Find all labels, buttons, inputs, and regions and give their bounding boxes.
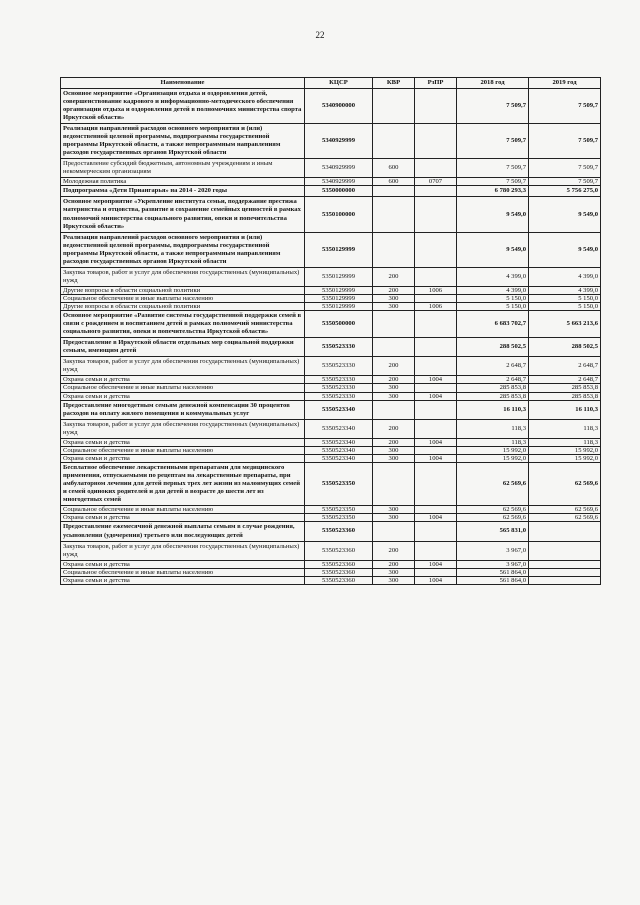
row-value-2018: 6 780 293,3: [457, 186, 529, 197]
row-value-2019: 2 648,7: [529, 357, 601, 376]
table-row: [61, 124, 601, 159]
row-value-2018: 4 399,0: [457, 286, 529, 294]
row-kvr: [373, 463, 415, 506]
row-name: Охрана семьи и детства: [61, 576, 305, 584]
row-value-2019: 5 150,0: [529, 302, 601, 310]
table-row: [61, 506, 601, 514]
row-value-2019: 285 853,8: [529, 392, 601, 400]
row-name: Социальное обеспечение и иные выплаты населению: [61, 446, 305, 454]
row-value-2018: 565 831,0: [457, 522, 529, 541]
row-value-2018: 9 549,0: [457, 197, 529, 232]
row-kvr: 200: [373, 541, 415, 560]
row-name: Социальное обеспечение и иные выплаты населению: [61, 568, 305, 576]
row-kcsr: 5350523360: [305, 560, 373, 568]
row-kvr: 300: [373, 454, 415, 462]
row-rzpr: [415, 159, 457, 178]
row-name: Закупка товаров, работ и услуг для обеспечения государственных (муниципальных) нужд: [61, 541, 305, 560]
row-rzpr: [415, 506, 457, 514]
row-value-2018: 561 864,0: [457, 568, 529, 576]
row-value-2019: 2 648,7: [529, 376, 601, 384]
table-row: [61, 576, 601, 584]
row-kcsr: 5350523360: [305, 568, 373, 576]
row-value-2019: 62 569,6: [529, 463, 601, 506]
table-row: [61, 267, 601, 286]
row-kcsr: 5350523340: [305, 419, 373, 438]
row-value-2019: 9 549,0: [529, 232, 601, 267]
row-kcsr: 5350129999: [305, 232, 373, 267]
row-kvr: 300: [373, 302, 415, 310]
row-name: Другие вопросы в области социальной политики: [61, 286, 305, 294]
column-header-rzpr: РзПР: [415, 78, 457, 89]
row-kcsr: 5350523350: [305, 463, 373, 506]
row-rzpr: [415, 357, 457, 376]
row-name: Социальное обеспечение и иные выплаты населению: [61, 506, 305, 514]
row-rzpr: 1004: [415, 560, 457, 568]
row-value-2019: 15 992,0: [529, 454, 601, 462]
row-kcsr: 5350500000: [305, 311, 373, 338]
table-row: [61, 197, 601, 232]
row-name: Закупка товаров, работ и услуг для обеспечения государственных (муниципальных) нужд: [61, 357, 305, 376]
row-kvr: [373, 232, 415, 267]
row-kcsr: 5350523330: [305, 384, 373, 392]
row-kvr: 300: [373, 294, 415, 302]
row-kcsr: 5350129999: [305, 267, 373, 286]
row-value-2019: 118,3: [529, 419, 601, 438]
row-kvr: 300: [373, 446, 415, 454]
column-header-kcsr: КЦСР: [305, 78, 373, 89]
row-rzpr: [415, 463, 457, 506]
row-name: Предоставление субсидий бюджетным, автономным учреждениям и иным некоммерческим организациям: [61, 159, 305, 178]
row-name: Основное мероприятие «Укрепление института семьи, поддержание престижа материнства и отцовства, развитие и сохранение семейных ценностей в рамках полномочий министерства социального развития, опеки и попечительства Иркутской области»: [61, 197, 305, 232]
row-value-2018: 285 853,8: [457, 384, 529, 392]
row-kcsr: 5350523360: [305, 541, 373, 560]
row-rzpr: 1004: [415, 514, 457, 522]
row-rzpr: 1004: [415, 376, 457, 384]
row-value-2019: 285 853,8: [529, 384, 601, 392]
row-name: Предоставление в Иркутской области отдельных мер социальной поддержки семьям, имеющим детей: [61, 338, 305, 357]
row-rzpr: 1006: [415, 302, 457, 310]
row-kcsr: 5350523340: [305, 438, 373, 446]
row-value-2018: 9 549,0: [457, 232, 529, 267]
column-header-2019: 2019 год: [529, 78, 601, 89]
row-value-2018: 7 509,7: [457, 178, 529, 186]
row-rzpr: 1004: [415, 392, 457, 400]
row-kvr: 200: [373, 560, 415, 568]
table-row: [61, 522, 601, 541]
row-rzpr: [415, 384, 457, 392]
row-value-2019: 288 502,5: [529, 338, 601, 357]
table-row: [61, 438, 601, 446]
row-kvr: 600: [373, 159, 415, 178]
table-row: [61, 286, 601, 294]
row-rzpr: 1004: [415, 438, 457, 446]
row-kvr: [373, 338, 415, 357]
table-row: [61, 514, 601, 522]
row-name: Другие вопросы в области социальной политики: [61, 302, 305, 310]
table-row: [61, 392, 601, 400]
table-row: [61, 446, 601, 454]
row-name: Основное мероприятие «Организация отдыха и оздоровления детей, совершенствование кадрового и информационно-методического обеспечения организации отдыха и оздоровления детей в полномочиях министерства спорта Иркутской области»: [61, 89, 305, 124]
row-kvr: [373, 400, 415, 419]
row-kvr: 300: [373, 568, 415, 576]
table-row: [61, 357, 601, 376]
row-value-2019: 62 569,6: [529, 506, 601, 514]
column-header-2018: 2018 год: [457, 78, 529, 89]
row-value-2019: 16 110,3: [529, 400, 601, 419]
row-rzpr: 1006: [415, 286, 457, 294]
row-value-2018: 288 502,5: [457, 338, 529, 357]
row-rzpr: [415, 522, 457, 541]
row-kvr: [373, 311, 415, 338]
table-row: [61, 302, 601, 310]
row-kcsr: 5350129999: [305, 286, 373, 294]
row-kvr: 200: [373, 286, 415, 294]
row-rzpr: [415, 267, 457, 286]
row-name: Охрана семьи и детства: [61, 438, 305, 446]
table-row: [61, 89, 601, 124]
row-name: Социальное обеспечение и иные выплаты населению: [61, 384, 305, 392]
row-value-2019: 4 399,0: [529, 286, 601, 294]
row-kcsr: 5340900000: [305, 89, 373, 124]
row-kvr: 600: [373, 178, 415, 186]
table-header-row: [61, 78, 601, 89]
row-value-2019: 9 549,0: [529, 197, 601, 232]
row-value-2018: 62 569,6: [457, 463, 529, 506]
budget-table: [60, 77, 601, 585]
row-value-2018: 15 992,0: [457, 446, 529, 454]
row-value-2019: 7 509,7: [529, 89, 601, 124]
row-kvr: 200: [373, 419, 415, 438]
row-value-2019: 7 509,7: [529, 124, 601, 159]
row-kvr: 300: [373, 384, 415, 392]
table-row: [61, 178, 601, 186]
column-header-kvr: КВР: [373, 78, 415, 89]
column-header-name: Наименование: [61, 78, 305, 89]
row-rzpr: [415, 232, 457, 267]
row-value-2018: 7 509,7: [457, 159, 529, 178]
row-kvr: [373, 186, 415, 197]
row-value-2019: [529, 541, 601, 560]
table-row: [61, 400, 601, 419]
row-kvr: [373, 124, 415, 159]
row-value-2018: 16 110,3: [457, 400, 529, 419]
row-value-2019: 5 756 275,0: [529, 186, 601, 197]
row-kcsr: 5350100000: [305, 197, 373, 232]
row-rzpr: [415, 338, 457, 357]
row-kcsr: 5340929999: [305, 159, 373, 178]
row-kvr: 200: [373, 376, 415, 384]
row-value-2018: 3 967,0: [457, 560, 529, 568]
row-kvr: 300: [373, 506, 415, 514]
row-value-2018: 6 683 702,7: [457, 311, 529, 338]
row-value-2019: 7 509,7: [529, 178, 601, 186]
row-kvr: [373, 522, 415, 541]
row-kcsr: 5350523340: [305, 446, 373, 454]
row-value-2018: 3 967,0: [457, 541, 529, 560]
row-kcsr: 5350129999: [305, 294, 373, 302]
row-kvr: 200: [373, 357, 415, 376]
row-value-2019: 4 399,0: [529, 267, 601, 286]
row-name: Подпрограмма «Дети Приангарья» на 2014 - 2020 годы: [61, 186, 305, 197]
row-value-2019: 5 150,0: [529, 294, 601, 302]
row-name: Реализация направлений расходов основного мероприятия и (или) ведомственной целевой программы, подпрограммы государственной программы Иркутской области, а также непрограммным направлениям расходов государственных органов Иркутской области: [61, 124, 305, 159]
row-value-2019: 7 509,7: [529, 159, 601, 178]
row-name: Охрана семьи и детства: [61, 454, 305, 462]
row-rzpr: [415, 186, 457, 197]
row-value-2018: 118,3: [457, 438, 529, 446]
row-name: Основное мероприятие «Развитие системы государственной поддержки семей в связи с рождением и воспитанием детей в рамках полномочий министерства социального развития, опеки и попечительства Иркутской области»: [61, 311, 305, 338]
row-value-2018: 62 569,6: [457, 514, 529, 522]
row-rzpr: [415, 311, 457, 338]
row-kcsr: 5350523360: [305, 576, 373, 584]
row-rzpr: [415, 568, 457, 576]
row-value-2018: 5 150,0: [457, 302, 529, 310]
table-row: [61, 568, 601, 576]
row-rzpr: [415, 446, 457, 454]
row-kcsr: 5350523330: [305, 376, 373, 384]
row-rzpr: 1004: [415, 576, 457, 584]
table-row: [61, 541, 601, 560]
row-value-2019: [529, 560, 601, 568]
row-rzpr: [415, 541, 457, 560]
row-rzpr: [415, 124, 457, 159]
table-row: [61, 419, 601, 438]
row-rzpr: 1004: [415, 454, 457, 462]
row-value-2019: 15 992,0: [529, 446, 601, 454]
table-row: [61, 338, 601, 357]
row-name: Закупка товаров, работ и услуг для обеспечения государственных (муниципальных) нужд: [61, 267, 305, 286]
row-name: Охрана семьи и детства: [61, 560, 305, 568]
row-name: Молодежная политика: [61, 178, 305, 186]
row-name: Предоставление многодетным семьям денежной компенсации 30 процентов расходов на оплату жилого помещения и коммунальных услуг: [61, 400, 305, 419]
row-kcsr: 5350523350: [305, 506, 373, 514]
row-kvr: 300: [373, 392, 415, 400]
row-value-2018: 15 992,0: [457, 454, 529, 462]
row-name: Реализация направлений расходов основного мероприятия и (или) ведомственной целевой программы, подпрограммы государственной программы Иркутской области, а также непрограммным направлениям расходов государственных органов Иркутской области: [61, 232, 305, 267]
row-value-2019: 118,3: [529, 438, 601, 446]
row-kvr: 200: [373, 438, 415, 446]
row-name: Охрана семьи и детства: [61, 514, 305, 522]
page-number: 22: [315, 30, 325, 40]
row-name: Закупка товаров, работ и услуг для обеспечения государственных (муниципальных) нужд: [61, 419, 305, 438]
row-value-2018: 285 853,8: [457, 392, 529, 400]
row-kcsr: 5350523340: [305, 400, 373, 419]
table-row: [61, 232, 601, 267]
row-value-2018: 62 569,6: [457, 506, 529, 514]
row-value-2018: 7 509,7: [457, 89, 529, 124]
row-name: Охрана семьи и детства: [61, 376, 305, 384]
row-rzpr: 0707: [415, 178, 457, 186]
row-value-2018: 561 864,0: [457, 576, 529, 584]
row-name: Социальное обеспечение и иные выплаты населению: [61, 294, 305, 302]
row-kcsr: 5350523350: [305, 514, 373, 522]
table-row: [61, 384, 601, 392]
row-rzpr: [415, 294, 457, 302]
table-row: [61, 560, 601, 568]
row-value-2018: 118,3: [457, 419, 529, 438]
row-value-2018: 5 150,0: [457, 294, 529, 302]
row-kcsr: 5340929999: [305, 124, 373, 159]
row-value-2018: 7 509,7: [457, 124, 529, 159]
row-kvr: 300: [373, 576, 415, 584]
row-kcsr: 5350000000: [305, 186, 373, 197]
table-row: [61, 159, 601, 178]
row-kcsr: 5350129999: [305, 302, 373, 310]
table-body: [61, 89, 601, 585]
row-kcsr: 5350523330: [305, 338, 373, 357]
table-row: [61, 186, 601, 197]
table-row: [61, 454, 601, 462]
row-rzpr: [415, 419, 457, 438]
row-name: Предоставление ежемесячной денежной выплаты семьям в случае рождения, усыновления (удочерения) третьего или последующих детей: [61, 522, 305, 541]
row-kvr: [373, 89, 415, 124]
table-row: [61, 294, 601, 302]
row-kcsr: 5340929999: [305, 178, 373, 186]
row-kcsr: 5350523360: [305, 522, 373, 541]
row-rzpr: [415, 197, 457, 232]
row-value-2019: 62 569,6: [529, 514, 601, 522]
row-value-2018: 2 648,7: [457, 357, 529, 376]
table-row: [61, 463, 601, 506]
row-name: Бесплатное обеспечение лекарственными препаратами для медицинского применения, отпускаемыми по рецептам на лекарственные препараты, при амбулаторном лечении для детей первых трех лет жизни из малоимущих семей и семей одиноких родителей и для детей в возрасте до шести лет из многодетных семей: [61, 463, 305, 506]
row-kvr: [373, 197, 415, 232]
table-row: [61, 376, 601, 384]
row-rzpr: [415, 89, 457, 124]
row-kcsr: 5350523340: [305, 454, 373, 462]
row-name: Охрана семьи и детства: [61, 392, 305, 400]
row-value-2019: [529, 568, 601, 576]
row-value-2019: [529, 576, 601, 584]
row-kcsr: 5350523330: [305, 392, 373, 400]
row-value-2019: [529, 522, 601, 541]
row-rzpr: [415, 400, 457, 419]
row-value-2018: 4 399,0: [457, 267, 529, 286]
row-value-2018: 2 648,7: [457, 376, 529, 384]
row-kvr: 200: [373, 267, 415, 286]
row-kvr: 300: [373, 514, 415, 522]
row-value-2019: 5 663 213,6: [529, 311, 601, 338]
table-row: [61, 311, 601, 338]
row-kcsr: 5350523330: [305, 357, 373, 376]
